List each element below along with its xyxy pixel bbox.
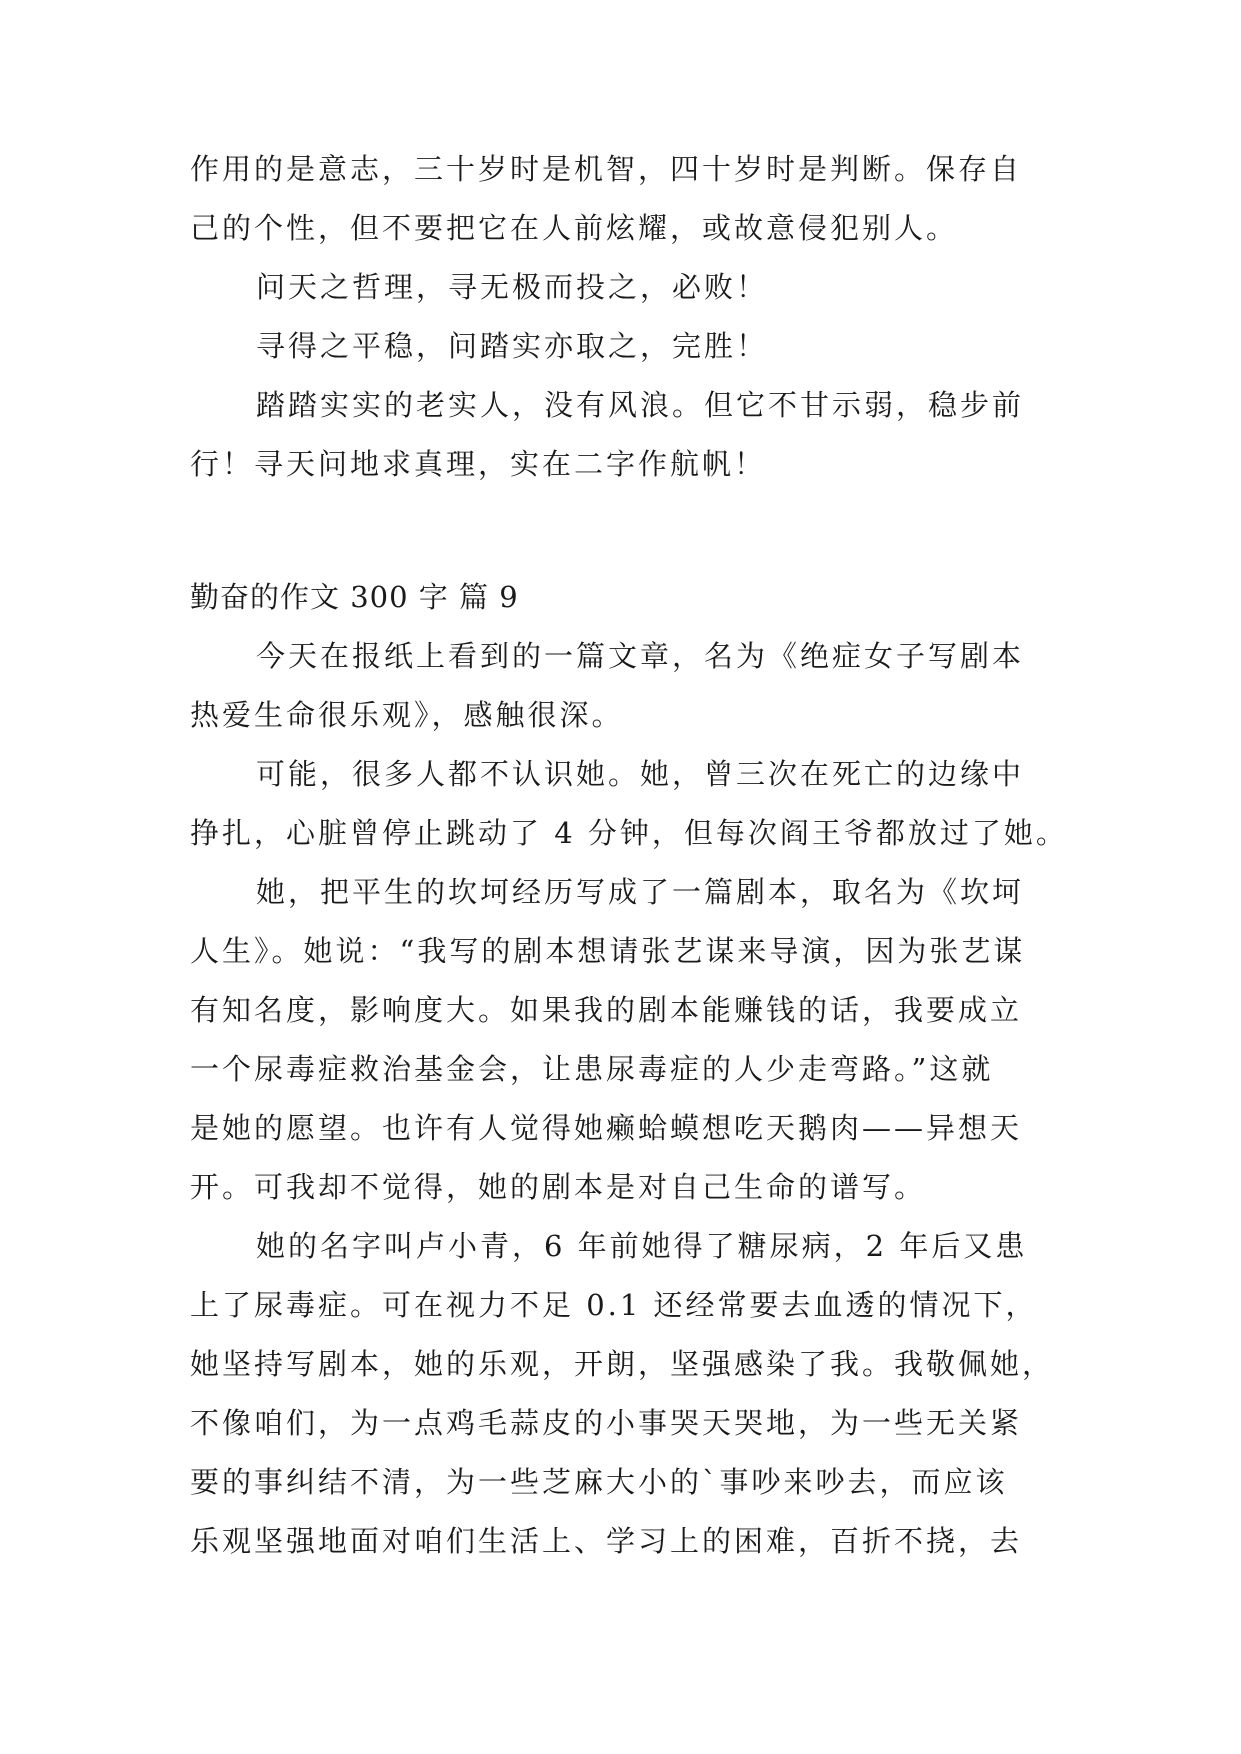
paragraph-line: 不像咱们，为一点鸡毛蒜皮的小事哭天哭地，为一些无关紧: [190, 1406, 1023, 1440]
paragraph-line: 行！寻天问地求真理，实在二字作航帆！: [190, 447, 767, 481]
paragraph-line: 可能，很多人都不认识她。她，曾三次在死亡的边缘中: [256, 757, 1025, 791]
paragraph-line: 开。可我却不觉得，她的剧本是对自己生命的谱写。: [190, 1170, 927, 1204]
paragraph: [190, 140, 1050, 258]
paragraph-line: 人生》。她说：“我写的剧本想请张艺谋来导演，因为张艺谋: [190, 934, 1026, 968]
paragraph-line: 是她的愿望。也许有人觉得她癞蛤蟆想吃天鹅肉——异想天: [190, 1111, 1023, 1145]
paragraph-line: 有知名度，影响度大。如果我的剧本能赚钱的话，我要成立: [190, 993, 1023, 1027]
top-paragraphs: [190, 140, 1050, 494]
paragraph-line: 踏踏实实的老实人，没有风浪。但它不甘示弱，稳步前: [256, 388, 1025, 422]
paragraph: [190, 376, 1050, 494]
paragraph: [190, 1217, 1055, 1571]
paragraph-line: 今天在报纸上看到的一篇文章，名为《绝症女子写剧本: [256, 639, 1025, 673]
paragraph-line: 作用的是意志，三十岁时是机智，四十岁时是判断。保存自: [190, 152, 1023, 186]
section-paragraphs: [190, 627, 1068, 1571]
section-heading: 勤奋的作文 300 字 篇 9: [190, 580, 519, 614]
paragraph-line: 她坚持写剧本，她的乐观，开朗，坚强感染了我。我敬佩她，: [190, 1347, 1055, 1381]
paragraph-line: 乐观坚强地面对咱们生活上、学习上的困难，百折不挠，去: [190, 1524, 1023, 1558]
paragraph-line: 上了尿毒症。可在视力不足 0.1 还经常要去血透的情况下，: [190, 1288, 1038, 1322]
paragraph-line: 问天之哲理，寻无极而投之，必败！: [256, 270, 769, 304]
paragraph-line: 一个尿毒症救治基金会，让患尿毒症的人少走弯路。”这就: [190, 1052, 994, 1086]
paragraph: [190, 863, 1050, 1217]
paragraph-line: 她，把平生的坎坷经历写成了一篇剧本，取名为《坎坷: [256, 875, 1025, 909]
paragraph: [190, 317, 1050, 376]
paragraph-line: 要的事纠结不清，为一些芝麻大小的`事吵来吵去，而应该: [190, 1465, 1008, 1499]
paragraph-line: 寻得之平稳，问踏实亦取之，完胜！: [256, 329, 769, 363]
paragraph: [190, 627, 1050, 745]
paragraph-line: 己的个性，但不要把它在人前炫耀，或故意侵犯别人。: [190, 211, 959, 245]
paragraph: [190, 258, 1050, 317]
paragraph-line: 热爱生命很乐观》，感触很深。: [190, 698, 624, 732]
paragraph: [190, 745, 1068, 863]
paragraph-line: 挣扎，心脏曾停止跳动了 4 分钟，但每次阎王爷都放过了她。: [190, 816, 1068, 850]
paragraph-line: 她的名字叫卢小青，6 年前她得了糖尿病，2 年后又患: [256, 1229, 1028, 1263]
